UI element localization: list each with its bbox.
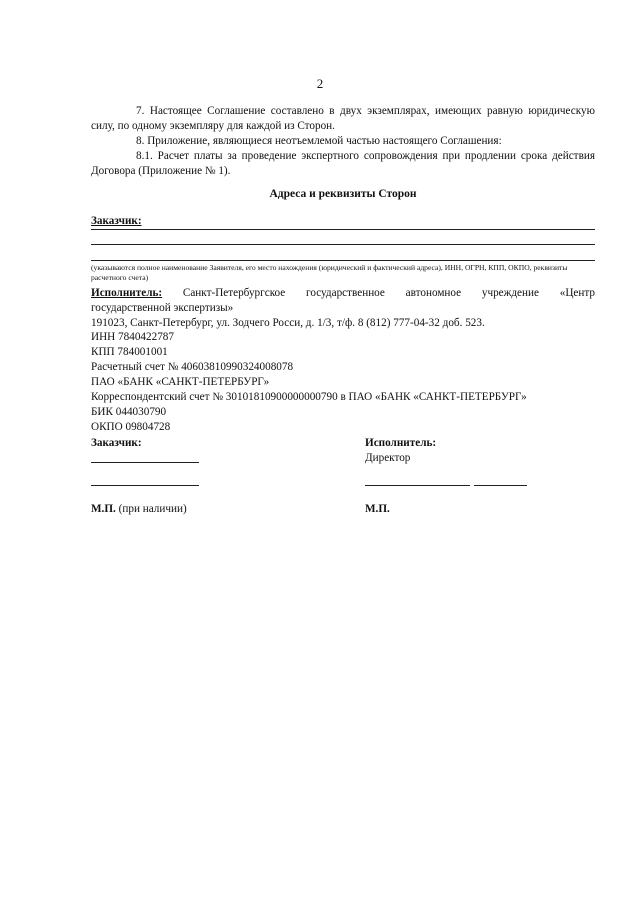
executor-name-line-1 — [91, 286, 595, 301]
signature-executor-label: Исполнитель: — [365, 437, 437, 449]
executor-name-word: автономное — [405, 287, 462, 299]
executor-bik: БИК 044030790 — [91, 406, 167, 418]
executor-corr-account: Корреспондентский счет № 30101810900000000790 в ПАО «БАНК «САНКТ-ПЕТЕРБУРГ» — [91, 391, 527, 403]
customer-stamp — [91, 503, 187, 515]
executor-kpp: КПП 784001001 — [91, 346, 168, 358]
executor-name-line — [474, 485, 527, 486]
customer-fill-line-1 — [91, 229, 595, 230]
executor-signature-line — [365, 485, 470, 486]
page-number: 2 — [316, 76, 324, 91]
executor-address: 191023, Санкт-Петербург, ул. Зодчего Росси, д. 1/3, т/ф. 8 (812) 777-04-32 доб. 523. — [91, 317, 485, 329]
customer-fill-line-2 — [91, 244, 595, 245]
executor-block — [91, 286, 595, 316]
paragraph-8: 8. Приложение, являющиеся неотъемлемой частью настоящего Соглашения: — [136, 135, 502, 147]
executor-name-word: Санкт-Петербургское — [182, 287, 286, 299]
executor-stamp: М.П. — [365, 503, 390, 515]
executor-bank: ПАО «БАНК «САНКТ-ПЕТЕРБУРГ» — [91, 376, 270, 388]
executor-name-word: «Центр — [559, 287, 595, 299]
executor-inn: ИНН 7840422787 — [91, 331, 174, 343]
customer-fill-line-3 — [91, 260, 595, 261]
executor-position: Директор — [365, 452, 411, 464]
paragraph-8-1: 8.1. Расчет платы за проведение экспертного сопровождения при продлении срока действия Договора (Приложение № 1). — [91, 150, 595, 177]
executor-okpo: ОКПО 09804728 — [91, 421, 171, 433]
executor-label: Исполнитель: — [91, 287, 163, 299]
paragraph-7: 7. Настоящее Соглашение составлено в двух экземплярах, имеющих равную юридическую силу, по одному экземпляру для каждой из Сторон. — [91, 105, 595, 132]
customer-label: Заказчик: — [91, 215, 142, 227]
signature-customer-label: Заказчик: — [91, 437, 142, 449]
customer-note: (указываются полное наименование Заявителя, его место нахождения (юридический и фактический адреса), ИНН, ОГРН, КПП, ОКПО, реквизиты расчетного счета) — [91, 263, 568, 282]
section-title: Адреса и реквизиты Сторон — [269, 188, 417, 200]
customer-signature-line-1 — [91, 462, 199, 463]
executor-name-word: учреждение — [481, 287, 539, 299]
executor-name-line-2: государственной экспертизы» — [91, 302, 234, 314]
customer-stamp-label: М.П. — [91, 503, 116, 515]
executor-name-word: государственное — [306, 287, 385, 299]
executor-account: Расчетный счет № 40603810990324008078 — [91, 361, 294, 373]
customer-signature-line-2 — [91, 485, 199, 486]
customer-stamp-note: (при наличии) — [115, 503, 187, 515]
